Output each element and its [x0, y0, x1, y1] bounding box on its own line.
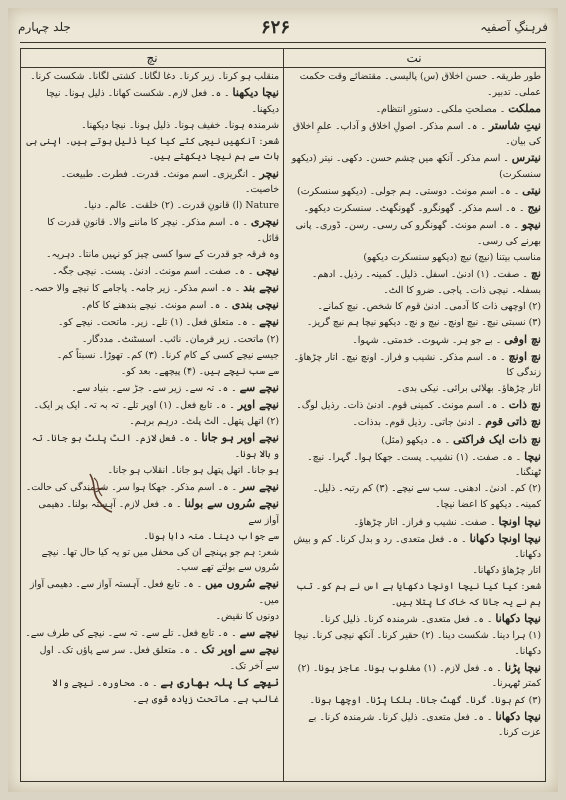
entry-headword: نیچا اونچا: [498, 514, 541, 528]
entry-definition: ۔ ہ۔ فعل متعدی۔ شرمندہ کرنا۔ ذلیل کرنا۔: [319, 614, 493, 626]
entry-definition: اتار چڑھاؤ۔ بھلائی برائی۔ نیکی بدی۔: [396, 383, 541, 395]
entry-definition: ۔ ہ۔ اسم مذکر۔ جھکا ہوا سر۔ شرمندگی کی حالت۔: [25, 481, 237, 493]
dictionary-entry: [25, 430, 279, 462]
dictionary-entry: [287, 283, 541, 299]
handwritten-ink-mark: [86, 470, 116, 516]
entry-headword: نیچے اوپر ہو جانا: [201, 431, 279, 445]
entry-definition: ۔ ہ۔ فعل لازم۔ شکست کھانا۔ ذلیل ہونا۔ نیچا دیکھنا۔: [46, 88, 279, 115]
dictionary-entry: [287, 150, 541, 182]
entry-headword: نیچے سے اوپر تک: [201, 643, 279, 657]
entry-headword: نیچے کا پلہ بھاری ہے: [160, 675, 279, 689]
dictionary-entry: [25, 214, 279, 246]
dictionary-entry: [287, 200, 541, 217]
dictionary-entry: [25, 247, 279, 263]
entry-definition: سے سب نیچے ہیں۔ (۴) پیچھے۔ بعد کو۔: [120, 365, 279, 377]
dictionary-entry: [287, 266, 541, 283]
entry-definition: ہو جانا۔ اتھل پتھل ہو جانا۔ انقلاب ہو جانا۔: [107, 464, 279, 476]
entry-definition: ۔ ہ۔ تابع فعل۔ تلے سے۔ تہ سے۔ نیچے کی طرف سے۔: [25, 628, 237, 640]
entry-definition: ۔ ہ۔ اسم مونث۔ گھونگرو کی رسی۔ رسن۔ ڈوری۔ پانی بھرنے کی رسی۔: [295, 220, 541, 247]
dictionary-entry: [25, 576, 279, 608]
dictionary-entry: [25, 625, 279, 642]
left-column-heading: نچ: [146, 51, 158, 65]
entry-headword: نیچا: [524, 449, 541, 463]
dictionary-entry: [25, 332, 279, 348]
dictionary-entry: [287, 69, 541, 100]
dictionary-entry: [25, 364, 279, 380]
entry-definition: ۔ ہ۔ تابع فعل۔ آہستہ آواز سے۔ دھیمی آواز میں۔: [29, 579, 279, 606]
entry-definition: ۔ ہ۔ اسم مونث۔ دوستی۔ ہم جولی۔ (دیکھو سنسکرت): [297, 186, 520, 198]
entry-headword: نچ اوفی: [504, 332, 541, 346]
entry-headword: نیج: [527, 201, 541, 215]
dictionary-entry: [25, 118, 279, 134]
entry-headword: نیچی: [256, 264, 279, 278]
entry-headword: نچ ذاتی قوم: [485, 415, 541, 429]
dictionary-entry: [25, 198, 279, 214]
entry-headword: نیتی: [522, 184, 541, 198]
entry-definition: (۱) ہرا دینا۔ شکست دینا۔ (۲) حقیر کرنا۔ آنکھ نیچی کرنا۔ نیچا دکھانا۔: [293, 630, 541, 657]
dictionary-entry: [287, 397, 541, 414]
left-column: [25, 69, 279, 777]
dictionary-entry: [25, 529, 279, 545]
entry-definition: ۔ اسم مذکر۔ آنکھ میں چشم حسن۔ دکھی۔ نیتر (دیکھو سنسکرت): [291, 153, 541, 181]
dictionary-entry: [287, 709, 541, 741]
dictionary-entry: [287, 628, 541, 659]
entry-headword: نیچو: [521, 218, 541, 232]
entry-definition: (۲) اوچھی ذات کا آدمی۔ ادنیٰ قوم کا شخص۔ نیچ کمانے۔: [317, 301, 541, 313]
entry-definition: وہ فرقہ جو قدرت کے سوا کسی چیز کو نہیں مانتا۔ دہریہ۔: [46, 249, 279, 261]
entry-definition: مناسب بیتنا (نیچ) نیچ (دیکھو سنسکرت دیکھو): [363, 252, 541, 264]
entry-definition: ۔ ہ۔ اسم مونث۔ نیچے بندھنے کا کام۔: [80, 300, 229, 312]
entry-definition: (۲) اتھل پتھل۔ الٹ پلٹ۔ درہم برہم۔: [129, 415, 279, 427]
entry-headword: نیچی بندی: [231, 298, 279, 312]
entry-definition: بسفلہ۔ نیچی ذات۔ پاجی۔ ضرو کا الٹ۔: [383, 285, 541, 297]
entry-definition: (۳) نسبتی نیچ۔ نیچ اونچ۔ نیچ و نچ۔ دیکھو نیچا ہم نیچ گریز۔: [306, 317, 541, 329]
entry-definition: ۔ ہ۔ اسم مذکر۔ اصولِ اخلاق و آداب۔ علمِ اخلاق کی بیان۔: [292, 120, 541, 148]
entry-headword: نیتِ شاستر: [488, 118, 541, 132]
page-number: ۶۲۶: [261, 16, 291, 38]
entry-headword: نیچے: [259, 315, 279, 329]
entry-definition: کمینہ۔ دیکھو کا اعضا نیچا۔: [435, 499, 541, 511]
book-title: فرہنگِ آصفیہ: [480, 20, 548, 34]
dictionary-entry: [25, 280, 279, 297]
entry-definition: ۔ ہ۔ اسم مذکر۔ گھونگرو۔ گھونگھٹ۔ سنسکرت دیکھو۔: [303, 203, 525, 215]
entry-headword: نیچری: [250, 215, 279, 229]
entry-definition: شرمندہ ہونا۔ خفیف ہونا۔ ذلیل ہونا۔ نیچا دیکھنا۔: [81, 119, 279, 131]
entry-definition: جیسے نیچے کسی کے کام کرنا۔ (۳) کم۔ تھوڑا۔ نسبتاً کم۔: [56, 349, 279, 361]
entry-definition: شعر: ہم جو پہنچے ان کی محفل میں تو یہ کیا حال تھا۔ نیچے سُروں سے بولتے تھے سب۔: [41, 546, 279, 574]
dictionary-entry: [287, 449, 541, 481]
dictionary-entry: [287, 563, 541, 579]
dictionary-entry: [25, 642, 279, 674]
dictionary-entry: [25, 69, 279, 85]
entry-definition: سے جواب دینا۔ منہ دابا ہونا۔: [143, 530, 279, 542]
entry-definition: ۔ ہ۔ تابع فعل۔ (۱) اوپر تلے۔ تہ بہ تہ۔ ایک پر ایک۔: [33, 399, 235, 411]
dictionary-entry: [287, 611, 541, 628]
dictionary-entry: [287, 349, 541, 381]
entry-headword: نیچا دیکھنا: [232, 86, 279, 100]
dictionary-entry: [25, 463, 279, 479]
entry-definition: دونوں کا نقیض۔: [215, 611, 279, 623]
dictionary-entry: [287, 299, 541, 315]
dictionary-entry: [287, 693, 541, 709]
entry-definition: ۔ ہ۔ دیکھو (مثل): [381, 434, 450, 446]
entry-headword: نچ: [530, 267, 541, 281]
entry-headword: نیچے بند: [243, 281, 279, 295]
entry-definition: اتار چڑھاؤ دکھانا۔: [472, 565, 541, 577]
entry-definition: شعر: کیا کیا نیچا اونچا دکھایا ہے اس نے ہم کو۔ تب ہم نے یہ جانا کہ خاک کا پتلا ہیں۔: [296, 581, 541, 608]
entry-definition: (۲) ماتحت۔ زیر فرمان۔ نائب۔ اسسٹنٹ۔ مددگار۔: [81, 333, 279, 345]
dictionary-entry: [25, 545, 279, 576]
dictionary-entry: [25, 479, 279, 496]
dictionary-entry: [287, 217, 541, 249]
dictionary-entry: [25, 134, 279, 165]
dictionary-entry: [287, 414, 541, 431]
entry-headword: نیچر: [259, 166, 279, 180]
entry-headword: نیچے سر: [239, 479, 279, 493]
dictionary-entry: [287, 101, 541, 118]
entry-definition: (۳) کم ہونا۔ گرنا۔ گھٹ جانا۔ ہلکا پڑنا۔ اوچھا ہونا۔: [309, 694, 541, 706]
dictionary-entry: [25, 414, 279, 430]
entry-definition: ۔ ہ۔ صفت۔ اسم مونث۔ ادنیٰ۔ پست۔ نیچی جگہ۔: [52, 266, 254, 278]
dictionary-entry: [25, 166, 279, 198]
entry-definition: ۔ صفت۔ نشیب و فراز۔ اتار چڑھاؤ۔: [353, 516, 496, 528]
dictionary-entry: [25, 85, 279, 117]
dictionary-entry: [25, 675, 279, 707]
dictionary-entry: [25, 348, 279, 364]
entry-definition: شعر: آنکھیں نیچی کئے کیا کیا ذلیل ہوتے ہیں۔ اپنی ہی بات سے ہم نیچا دیکھتے ہیں۔: [26, 135, 279, 163]
entry-headword: نچ ذات: [508, 398, 541, 412]
dictionary-entry: [287, 250, 541, 266]
dictionary-entry: [25, 496, 279, 528]
entry-definition: ۔ ہ۔ فعل لازم۔ آہستہ بولنا۔ دھیمی آواز سے: [38, 498, 279, 526]
entry-headword: نیچا پڑنا: [504, 660, 541, 674]
dictionary-entry: [287, 118, 541, 150]
column-divider: [283, 49, 284, 781]
entry-definition: ۔ ہ۔ فعل لازم۔ (۱) مغلوب ہونا۔ عاجز ہونا۔ (۲) کمتر ٹھہرنا۔: [297, 662, 541, 690]
right-column-heading: نت: [406, 51, 422, 65]
entry-definition: ۔ مصلحتِ ملکی۔ دستورِ انتظام۔: [375, 103, 506, 115]
entry-definition: ۔ ہ۔ محاورہ۔ نیچے والا غالب ہے۔ ماتحت زیادہ قوی ہے۔: [52, 677, 279, 705]
running-head: [18, 14, 548, 40]
entry-definition: منقلب ہو کرنا۔ زیر کرنا۔ دغا لگانا۔ کشتی لگانا۔ شکست کرنا۔: [30, 71, 279, 82]
entry-definition: ۔ ہ۔ متعلق فعل۔ (۱) تلے۔ زیر۔ ماتحت۔ نیچے کو۔: [57, 317, 257, 329]
dictionary-entry: [287, 531, 541, 563]
entry-headword: نیچا دکھانا: [495, 612, 541, 626]
entry-definition: Nature (ا) قانونِ قدرت۔ (۲) خلقت۔ عالم۔ دنیا۔: [82, 200, 279, 212]
entry-headword: نیچا دکھانا: [495, 709, 541, 723]
dictionary-page: [8, 8, 558, 792]
dictionary-entry: [287, 497, 541, 513]
volume-label: جلد چہارم: [18, 20, 71, 34]
two-column-frame: [20, 48, 546, 782]
entry-definition: ۔ ہ۔ تہ سے۔ زیر سے۔ جڑ سے۔ بنیاد سے۔: [71, 382, 237, 394]
dictionary-entry: [287, 332, 541, 349]
entry-headword: نیچے اوپر: [237, 397, 279, 411]
dictionary-entry: [25, 263, 279, 280]
dictionary-entry: [287, 183, 541, 200]
dictionary-entry: [287, 579, 541, 610]
header-rule: [20, 42, 546, 43]
entry-headword: نیچے سے: [239, 380, 279, 394]
entry-headword: نیچے سُروں سے بولنا: [184, 496, 279, 510]
entry-definition: ۔ ادنیٰ جاتی۔ رذیل قوم۔ بدذات۔: [352, 417, 483, 429]
entry-definition: ۔ ہ۔ صفت۔ (۱) نشیب۔ پست۔ جھکا ہوا۔ گہرا۔ نیچ۔ ٹھنگنا۔: [307, 451, 541, 479]
entry-definition: ۔ صفت۔ (۱) ادنیٰ۔ اسفل۔ ذلیل۔ کمینہ۔ رذیل۔ ادھم۔: [311, 269, 528, 281]
dictionary-entry: [25, 397, 279, 414]
entry-definition: ۔ ہ۔ اسم مذکر۔ نشیب و فراز۔ اونچ نیچ۔ اتار چڑھاؤ۔ زندگی کا: [293, 351, 541, 379]
entry-headword: نیچا اونچا دکھانا: [469, 531, 541, 545]
entry-definition: ۔ ہ۔ فعل متعدی۔ ذلیل کرنا۔ شرمندہ کرنا۔ بے عزت کرنا۔: [308, 711, 541, 739]
entry-definition: ۔ انگریزی۔ اسم مونث۔ قدرت۔ فطرت۔ طبیعت۔ خاصیت۔: [60, 168, 279, 196]
dictionary-entry: [25, 314, 279, 331]
entry-headword: مملکت: [508, 101, 541, 115]
entry-definition: ۔ ہ۔ متعلق فعل۔ سر سے پاؤں تک۔ اول سے آخر تک۔: [39, 645, 279, 672]
entry-definition: ۔ ہ۔ فعل لازم۔ الٹ پلٹ ہو جانا۔ تہ و بالا ہونا۔: [31, 433, 279, 460]
dictionary-entry: [287, 481, 541, 497]
dictionary-entry: [287, 381, 541, 397]
entry-definition: ۔ ہ۔ اسم مذکر۔ نیچر کا ماننے والا۔ قانونِ قدرت کا قائل۔: [47, 217, 279, 244]
entry-headword: نیچے سے: [239, 626, 279, 640]
dictionary-entry: [25, 297, 279, 314]
dictionary-entry: [287, 660, 541, 692]
dictionary-entry: [287, 432, 541, 449]
entry-definition: ۔ بے جو ہر۔ شہوت۔ خدمتی۔ شہوا۔: [352, 334, 502, 346]
dictionary-entry: [287, 315, 541, 331]
dictionary-entry: [287, 514, 541, 531]
entry-definition: ۔ ہ۔ اسم مذکر۔ زیر جامہ۔ پاجامے کا نیچے والا حصہ۔: [28, 283, 241, 295]
entry-definition: (۲) کم۔ ادنیٰ۔ ادھنی۔ سب سے نیچے۔ (۳) کم رتبہ۔ ذلیل۔: [312, 483, 541, 495]
entry-definition: ۔ ہ۔ اسم مونث۔ کمینی قوم۔ ادنیٰ ذات۔ رذیل لوگ۔: [296, 400, 506, 412]
right-column: [287, 69, 541, 777]
entry-headword: نیچے سُروں میں: [205, 577, 279, 591]
entry-definition: ۔ ہ۔ فعل متعدی۔ رد و بدل کرنا۔ کم و بیش دکھانا۔: [293, 533, 541, 561]
entry-definition: طور طریقہ۔ حسن اخلاق (س) پالیسی۔ مقتضائے وقت حکمت عملی۔ تدبیر۔: [299, 71, 541, 98]
entry-headword: نچ اونچ: [508, 349, 541, 363]
entry-headword: نیترس: [511, 151, 541, 165]
entry-headword: نچ ذات ایک فراکتی: [452, 432, 541, 446]
dictionary-entry: [25, 609, 279, 625]
dictionary-entry: [25, 380, 279, 397]
